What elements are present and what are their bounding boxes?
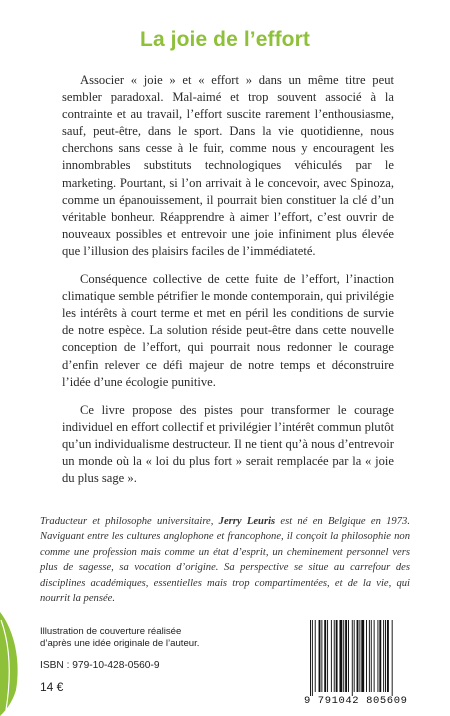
book-title: La joie de l’effort <box>140 28 310 51</box>
barcode-bar <box>339 620 342 692</box>
bio-prefix: Traducteur et philosophe universitaire, <box>40 516 219 527</box>
barcode-bar <box>383 620 384 692</box>
back-cover-summary <box>62 72 394 498</box>
barcode-bar <box>343 620 344 692</box>
barcode-bar <box>324 620 326 692</box>
isbn: ISBN : 979-10-428-0560-9 <box>40 660 160 671</box>
barcode-bar <box>385 620 386 692</box>
barcode-bar <box>366 620 367 692</box>
barcode-bar <box>312 620 313 696</box>
barcode-bar <box>336 620 338 692</box>
barcode-bar <box>357 620 359 692</box>
barcode-bar <box>334 620 335 692</box>
illustration-credit-line-1: Illustration de couverture réalisée <box>40 626 182 637</box>
summary-paragraph-1: Associer « joie » et « effort » dans un même titre peut sembler paradoxal. Mal-aimé et trop souvent associé à la contrainte et au travail, l’effort suscite rarement l’enthousiasme, sauf, peut-être, dans le sport. Dans la vie quotidienne, nous cherchons sans cesse à le fuir, comme nous y encouragent les innombrables substituts technologiques véhiculés par le marketing. Pourtant, si l’on arrivait à le concevoir, avec Spinoza, comme un épanouissement, il pourrait bien constituer la clé d’un véritable bonheur. Réapprendre à aimer l’effort, c’est ouvrir de nouveaux possibles et entrevoir une joie infiniment plus élevée que l’illusion des plaisirs faciles de l’immédiateté. <box>62 73 394 258</box>
illustration-credit <box>40 626 199 650</box>
barcode-bar <box>348 620 349 692</box>
barcode-bar <box>327 620 328 692</box>
barcode-bar <box>331 620 332 692</box>
barcode-bar <box>377 620 378 692</box>
price: 14 € <box>40 680 64 694</box>
barcode <box>300 612 430 712</box>
barcode-bar <box>321 620 322 692</box>
barcode-bar <box>379 620 381 692</box>
author-name: Jerry Leuris <box>218 516 276 527</box>
barcode-bar <box>374 620 375 692</box>
barcode-bar <box>387 620 389 692</box>
illustration-credit-line-2: d’après une idée originale de l’auteur. <box>40 638 200 649</box>
summary-paragraph-3: Ce livre propose des pistes pour transformer le courage individuel en effort collectif et privilégier l’intérêt commun plutôt qu’un individualisme destructeur. Il ne tient qu’à nous d’entrevoir un monde où la « loi du plus fort » serait remplacée par la « joie du plus sage ». <box>62 402 395 486</box>
leaf-icon <box>0 612 22 716</box>
barcode-bar <box>392 620 393 696</box>
barcode-bar <box>371 620 372 692</box>
barcode-bar <box>345 620 347 692</box>
bio-text: est né en Belgique en 1973. Naviguant entre les cultures anglophone et francophone, il conçoit la philosophie non comme une profession mais comme un état d’esprit, un cheminement personnel vers plus de sagesse, sa vocation d’origine. Sa perspective se situe au carrefour des disciplines académiques, essentielles mais trop compartimentées, et de la vie, qui nourrit la pensée. <box>40 516 410 605</box>
barcode-bar <box>315 620 316 692</box>
barcode-bar <box>319 620 321 692</box>
barcode-bar <box>352 620 353 696</box>
author-bio <box>40 514 410 606</box>
barcode-bar <box>369 620 370 692</box>
barcode-bar <box>359 620 360 692</box>
barcode-bars <box>310 620 422 696</box>
barcode-bar <box>310 620 311 696</box>
summary-paragraph-2: Conséquence collective de cette fuite de l’effort, l’inaction climatique semble pétrifier le monde contemporain, qui privilégie les intérêts à court terme et met en péril les conditions de survie de notre espèce. La solution réside peut-être dans cette nouvelle conception de l’effort, qui pourrait nous redonner le courage d’enfin relever ce défi majeur de notre temps et déconstruire l’idée d’une écologie punitive. <box>62 272 394 389</box>
barcode-digits: 9 791042 805609 <box>304 695 408 707</box>
barcode-bar <box>361 620 364 692</box>
barcode-bar <box>354 620 355 692</box>
